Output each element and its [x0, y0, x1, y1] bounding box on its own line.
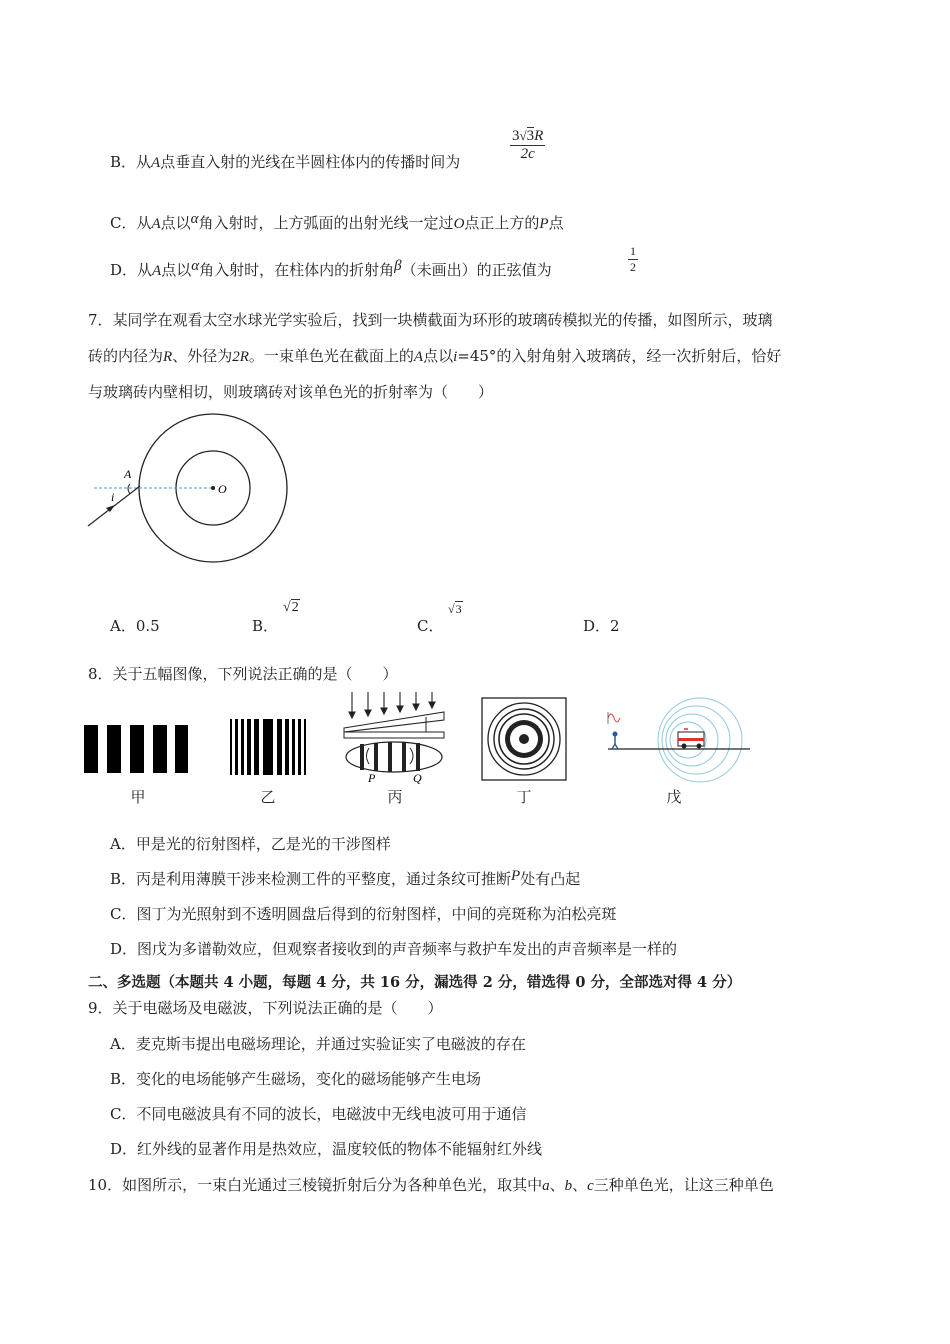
t: D．从 — [110, 261, 153, 279]
q7-option-b: B． — [252, 617, 279, 635]
label-o: O — [218, 482, 227, 496]
t: 点 — [548, 214, 564, 232]
radicand: 2 — [291, 600, 299, 615]
q6-option-b-prefix: B．从 — [110, 153, 152, 171]
t: P — [511, 868, 521, 884]
t: 角入射时，上方弧面的出射光线一定过 — [198, 214, 454, 232]
fig-yi-fringes — [230, 719, 306, 775]
fig-bing-thin-film — [340, 690, 450, 786]
q7-option-c-sqrt: √3 — [448, 602, 462, 616]
q8-option-a: A．甲是光的衍射图样，乙是光的干涉图样 — [110, 835, 391, 853]
t: A — [152, 263, 162, 279]
q8-stem: 8．关于五幅图像，下列说法正确的是（ ） — [88, 665, 398, 683]
t: O — [453, 216, 465, 232]
q7-option-c: C． — [417, 617, 444, 635]
beta-symbol: β — [394, 258, 402, 274]
q9-option-a: A．麦克斯韦提出电磁场理论，并通过实验证实了电磁波的存在 — [110, 1035, 526, 1053]
q6-option-d-fraction — [628, 244, 638, 275]
t: i — [453, 349, 458, 365]
q6-option-b — [110, 152, 460, 173]
q8-option-d: D．图戊为多谱勒效应，但观察者接收到的声音频率与救护车发出的声音频率是一样的 — [110, 940, 678, 958]
caption-wu: 戊 — [666, 788, 682, 806]
q9-option-c: C．不同电磁波具有不同的波长，电磁波中无线电波可用于通信 — [110, 1105, 527, 1123]
q9-option-d: D．红外线的显著作用是热效应，温度较低的物体不能辐射红外线 — [110, 1140, 543, 1158]
t: B．丙是利用薄膜干涉来检测工件的平整度，通过条纹可推断 — [110, 870, 512, 888]
section-2-title: 二、多选题（本题共 4 小题，每题 4 分，共 16 分，漏选得 2 分，错选得 0 分，全部选对得 4 分） — [88, 974, 742, 991]
radicand: 3 — [455, 602, 462, 616]
q10-stem — [88, 1175, 774, 1196]
label-p: P — [368, 771, 376, 785]
angle-arc — [128, 484, 130, 494]
t: c — [587, 1178, 594, 1194]
q7-stem-line3: 与玻璃砖内壁相切，则玻璃砖对该单色光的折射率为（ ） — [88, 383, 494, 401]
q7-stem-line2 — [88, 346, 781, 367]
frac-den: 2 — [630, 260, 636, 274]
t: （未画出）的正弦值为 — [401, 261, 552, 279]
t: 2R — [232, 349, 249, 365]
fig-wu-doppler — [604, 698, 754, 782]
q7-option-d: D．2 — [583, 617, 620, 635]
q8-option-b — [110, 869, 580, 890]
alpha-symbol: α — [191, 258, 200, 274]
t: 、外径为 — [172, 347, 233, 365]
alpha-symbol: α — [190, 211, 199, 227]
q6-option-d — [110, 260, 552, 281]
caption-jia: 甲 — [130, 788, 146, 806]
t: R — [163, 349, 173, 365]
frac-coef: 3 — [512, 128, 520, 144]
caption-bing: 丙 — [387, 788, 403, 806]
q6-option-b-text: 点垂直入射的光线在半圆柱体内的传播时间为 — [160, 153, 461, 171]
q7-stem-line1: 7．某同学在观看太空水球光学实验后，找到一块横截面为环形的玻璃砖模拟光的传播，如图所示，玻璃 — [88, 311, 773, 329]
q6-option-b-point-a: A — [151, 155, 161, 171]
t: =45°的入射角射入玻璃砖，经一次折射后，恰好 — [457, 347, 782, 365]
fig-ding-poisson-spot — [481, 697, 567, 781]
t: 点正上方的 — [464, 214, 540, 232]
q8-option-c: C．图丁为光照射到不透明圆盘后得到的衍射图样，中间的亮斑称为泊松亮斑 — [110, 905, 617, 923]
t: 。一束单色光在截面上的 — [248, 347, 414, 365]
t: 处有凸起 — [520, 870, 581, 888]
q9-option-b: B．变化的电场能够产生磁场，变化的磁场能够产生电场 — [110, 1070, 482, 1088]
label-i: i — [111, 490, 115, 504]
t: 、 — [572, 1176, 588, 1194]
t: A — [413, 349, 424, 365]
frac-radicand: 3 — [526, 128, 535, 144]
frac-num: 1 — [630, 244, 636, 258]
caption-ding: 丁 — [516, 788, 532, 806]
caption-yi: 乙 — [260, 788, 276, 806]
t: b — [564, 1178, 573, 1194]
label-q: Q — [413, 771, 422, 785]
q7-ring-figure — [82, 410, 322, 580]
frac-var: R — [534, 128, 544, 144]
q6-option-b-fraction: $\frac{3√3R}{2c}$ — [512, 128, 544, 162]
t: 点以 — [423, 347, 454, 365]
fig-jia-fringes — [84, 725, 188, 773]
q9-stem: 9．关于电磁场及电磁波，下列说法正确的是（ ） — [88, 999, 443, 1017]
t: a — [542, 1178, 550, 1194]
t: 砖的内径为 — [88, 347, 164, 365]
center-dot — [211, 486, 215, 490]
t: 点以 — [161, 261, 192, 279]
q7-option-b-sqrt: √2 — [283, 600, 299, 615]
t: P — [539, 216, 549, 232]
t: A — [151, 216, 161, 232]
q7-option-a: A．0.5 — [110, 617, 160, 635]
q6-option-c — [110, 213, 564, 234]
t: 三种单色光，让这三种单色 — [593, 1176, 774, 1194]
t: 10．如图所示，一束白光通过三棱镜折射后分为各种单色光，取其中 — [88, 1176, 543, 1194]
t: 、 — [549, 1176, 565, 1194]
t: C．从 — [110, 214, 152, 232]
t: 点以 — [160, 214, 191, 232]
t: 角入射时，在柱体内的折射角 — [199, 261, 395, 279]
label-a: A — [124, 467, 132, 481]
frac-denominator: 2c — [520, 146, 535, 162]
